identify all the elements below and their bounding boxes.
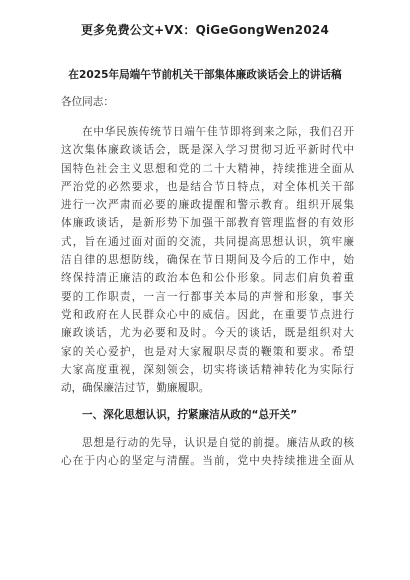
text-line: 在中华民族传统节日端午佳节即将到来之际，我们召开	[82, 126, 354, 138]
text-line: 廉政谈话，尤为必要和及时。今天的谈话，既是组织对大	[61, 327, 354, 340]
text-line: 体廉政谈话，是新形势下加强干部教育管理监督的有效形	[61, 217, 354, 230]
text-line: 思想是行动的先导，认识是自觉的前提。廉洁从政的核	[82, 436, 354, 449]
salutation: 各位同志：	[61, 96, 114, 108]
text-line: 要的工作职责，一言一行都事关本局的声誉和形象，事关	[61, 290, 354, 303]
text-line: 严治党的必然要求，也是结合节日特点，对全体机关干部	[61, 180, 354, 193]
text-line: 国特色社会主义思想和党的二十大精神，持续推进全面从	[61, 162, 354, 175]
promo-header: 更多免费公文+VX：QiGeGongWen2024	[80, 23, 329, 37]
text-line: 终保持清正廉洁的政治本色和公仆形象。同志们肩负着重	[61, 272, 354, 285]
text-line: 家的关心爱护，也是对大家履职尽责的鞭策和要求。希望	[61, 345, 354, 358]
text-line: 心在于内心的坚定与清醒。当前，党中央持续推进全面从	[61, 455, 354, 468]
section-heading: 一、深化思想认识，拧紧廉洁从政的“总开关”	[82, 409, 298, 422]
paragraph	[61, 123, 354, 397]
text-line: 洁自律的思想防线，确保在节日期间及今后的工作中，始	[61, 254, 354, 267]
text-line: 式，旨在通过面对面的交流，共同提高思想认识，筑牢廉	[61, 235, 354, 248]
text-line: 进行一次严肃而必要的廉政提醒和警示教育。组织开展集	[61, 199, 354, 212]
text-line: 这次集体廉政谈话会，既是深入学习贯彻习近平新时代中	[61, 144, 354, 157]
text-line: 动，确保廉洁过节，勤廉履职。	[61, 382, 210, 395]
document-title: 在2025年局端午节前机关干部集体廉政谈话会上的讲话稿	[68, 69, 342, 81]
text-line: 党和政府在人民群众心中的威信。因此，在重要节点进行	[61, 308, 354, 321]
text-line: 大家高度重视，深刻领会，切实将谈话精神转化为实际行	[61, 363, 354, 376]
paragraph	[61, 434, 354, 471]
document-body	[61, 123, 354, 470]
